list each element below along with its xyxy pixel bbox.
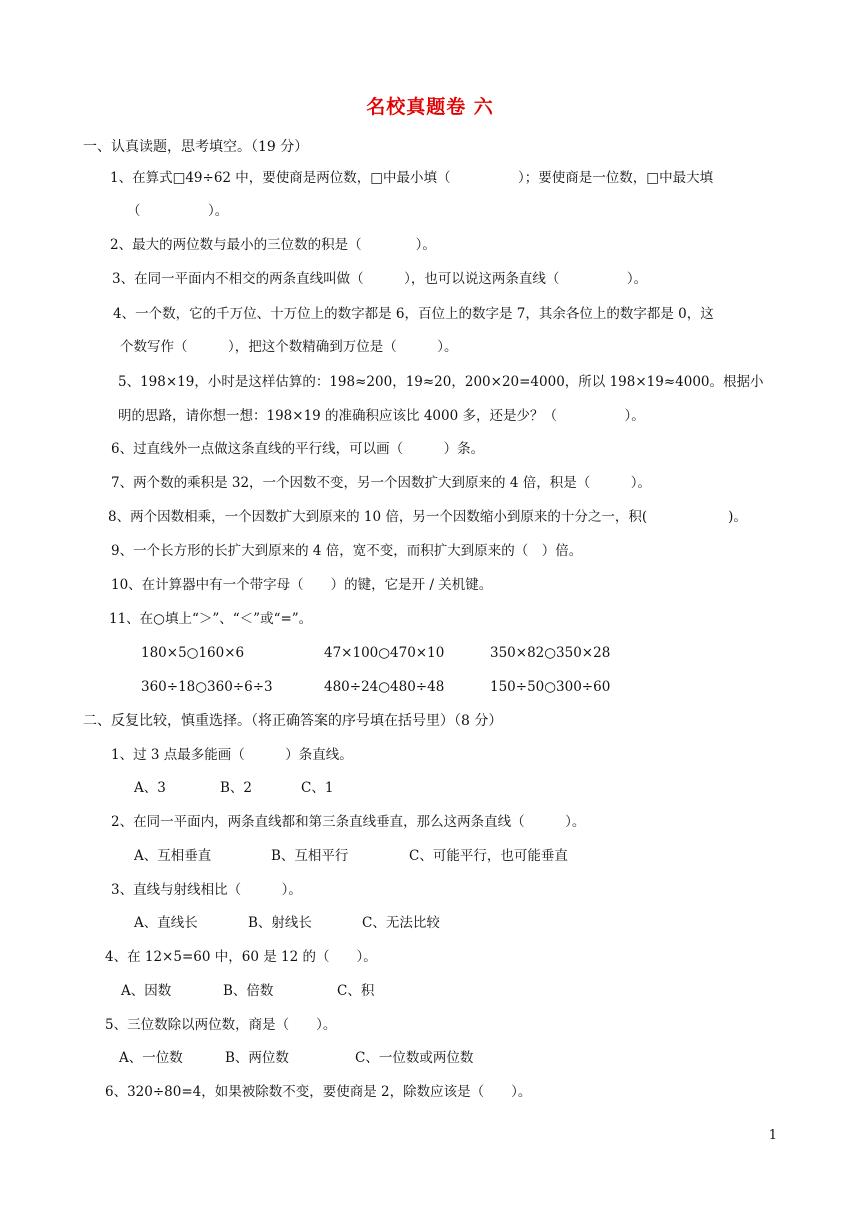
choice-question-2: 2、在同一平面内，两条直线都和第三条直线垂直，那么这两条直线（ ）。 bbox=[111, 814, 586, 830]
choice-option: B、倍数 bbox=[223, 983, 274, 999]
section-1-header: 一、认真读题，思考填空。（19 分） bbox=[83, 139, 309, 155]
page-number: 1 bbox=[768, 1128, 777, 1143]
question-8: 8、两个因数相乘，一个因数扩大到原来的 10 倍，另一个因数缩小到原来的十分之一，积( )。 bbox=[108, 509, 747, 525]
question-1-line-2: （ ）。 bbox=[127, 203, 229, 219]
choice-option: A、直线长 bbox=[134, 915, 198, 931]
choice-option: A、互相垂直 bbox=[134, 848, 212, 864]
choice-option: C、积 bbox=[337, 983, 375, 999]
choice-question-1: 1、过 3 点最多能画（ ）条直线。 bbox=[111, 747, 353, 763]
choice-option: B、互相平行 bbox=[271, 848, 349, 864]
question-9: 9、一个长方形的长扩大到原来的 4 倍，宽不变，而积扩大到原来的（ ）倍。 bbox=[111, 543, 583, 559]
choice-option: B、两位数 bbox=[225, 1050, 289, 1066]
question-5-line-1: 5、198×19，小时是这样估算的：198≈200，19≈20，200×20=4000，所以 198×19≈4000。根据小 bbox=[118, 374, 764, 390]
choice-option: C、一位数或两位数 bbox=[355, 1050, 474, 1066]
question-7: 7、两个数的乘积是 32，一个因数不变，另一个因数扩大到原来的 4 倍，积是（ ）。 bbox=[111, 475, 651, 491]
choice-question-3: 3、直线与射线相比（ ）。 bbox=[111, 882, 302, 898]
choice-question-5: 5、三位数除以两位数，商是（ ）。 bbox=[105, 1017, 337, 1033]
question-5-line-2: 明的思路，请你想一想：198×19 的准确积应该比 4000 多，还是少？（ ）。 bbox=[118, 408, 645, 424]
question-4-line-1: 4、一个数，它的千万位、十万位上的数字都是 6，百位上的数字是 7，其余各位上的数字都是 0，这 bbox=[113, 306, 714, 322]
choice-option: A、3 bbox=[134, 780, 166, 796]
question-10: 10、在计算器中有一个带字母（ ）的键，它是开 / 关机键。 bbox=[111, 577, 493, 593]
question-4-line-2: 个数写作（ ），把这个数精确到万位是（ ）。 bbox=[120, 339, 458, 355]
question-11: 11、在○填上“＞”、“＜”或“=”。 bbox=[109, 611, 313, 627]
choice-question-4: 4、在 12×5=60 中，60 是 12 的（ ）。 bbox=[105, 949, 377, 965]
compare-item: 350×82○350×28 bbox=[490, 645, 611, 661]
choice-option: C、无法比较 bbox=[362, 915, 440, 931]
compare-item: 360÷18○360÷6÷3 bbox=[141, 679, 273, 695]
compare-item: 180×5○160×6 bbox=[141, 645, 245, 661]
choice-option: A、因数 bbox=[121, 983, 172, 999]
choice-option: B、射线长 bbox=[248, 915, 312, 931]
compare-item: 47×100○470×10 bbox=[324, 645, 445, 661]
question-6: 6、过直线外一点做这条直线的平行线，可以画（ ）条。 bbox=[111, 441, 485, 457]
question-2: 2、最大的两位数与最小的三位数的积是（ ）。 bbox=[110, 237, 436, 253]
question-3: 3、在同一平面内不相交的两条直线叫做（ ），也可以说这两条直线（ ）。 bbox=[112, 271, 648, 287]
page-title: 名校真题卷 六 bbox=[366, 96, 494, 118]
choice-option: C、1 bbox=[301, 780, 334, 796]
section-2-header: 二、反复比较，慎重选择。（将正确答案的序号填在括号里）（8 分） bbox=[83, 713, 503, 729]
choice-question-6: 6、320÷80=4，如果被除数不变，要使商是 2，除数应该是（ ）。 bbox=[105, 1084, 532, 1100]
compare-item: 150÷50○300÷60 bbox=[490, 679, 611, 695]
question-1-line-1: 1、在算式□49÷62 中，要使商是两位数，□中最小填（ ）；要使商是一位数，□中最大填 bbox=[110, 170, 714, 186]
compare-item: 480÷24○480÷48 bbox=[324, 679, 445, 695]
choice-option: A、一位数 bbox=[119, 1050, 183, 1066]
choice-option: B、2 bbox=[220, 780, 253, 796]
choice-option: C、可能平行，也可能垂直 bbox=[409, 848, 568, 864]
